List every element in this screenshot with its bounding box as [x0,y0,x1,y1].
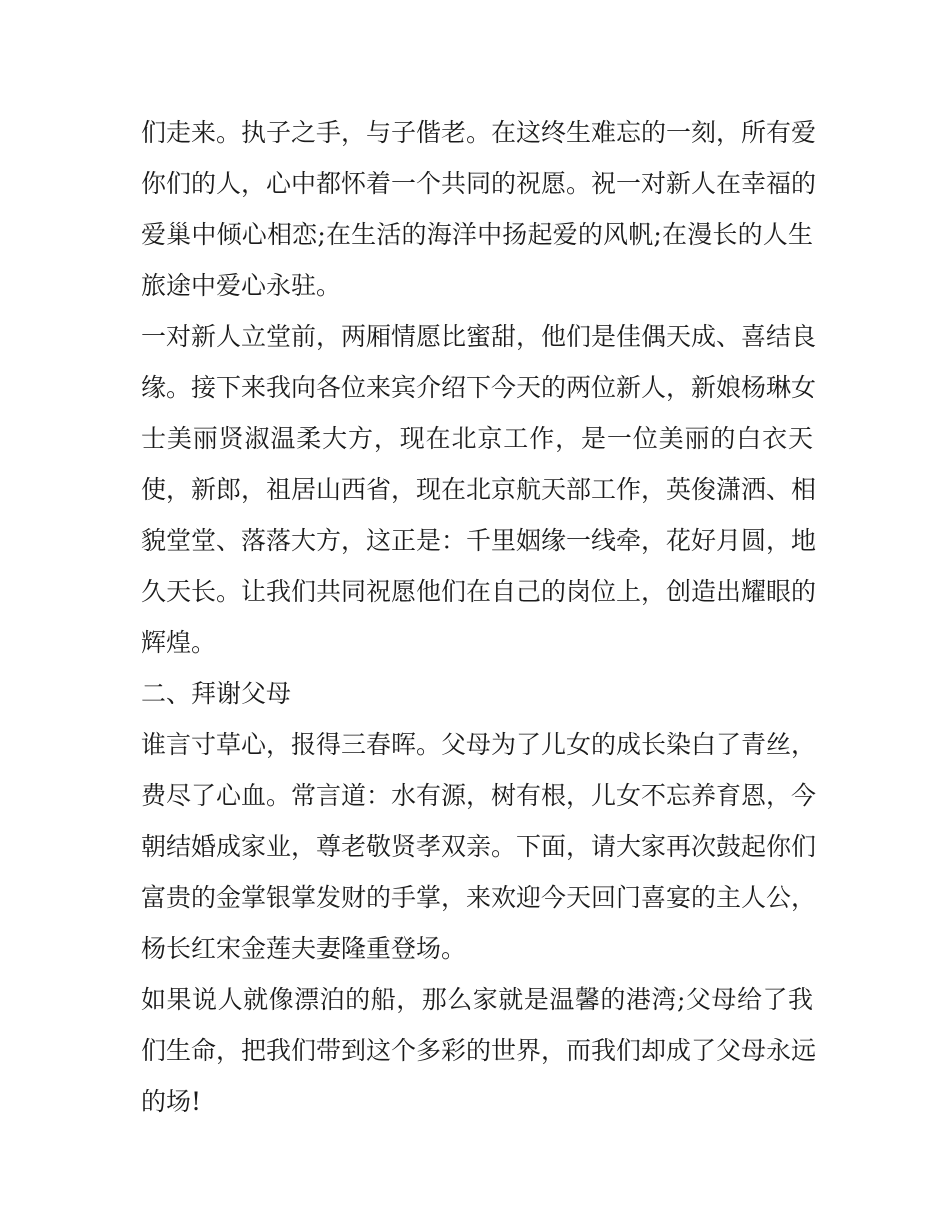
text-line: 们走来。执子之手，与子偕老。在这终生难忘的一刻，所有爱 [141,118,817,147]
text-line: 们生命，把我们带到这个多彩的世界，而我们却成了父母永远 [141,1036,817,1065]
text-line: 使，新郎，祖居山西省，现在北京航天部工作，英俊潇洒、相 [141,475,817,504]
text-line: 谁言寸草心，报得三春晖。父母为了儿女的成长染白了青丝， [141,730,817,759]
text-line: 旅途中爱心永驻。 [141,271,342,300]
text-line: 爱巢中倾心相恋;在生活的海洋中扬起爱的风帆;在漫长的人生 [141,220,813,249]
text-line: 缘。接下来我向各位来宾介绍下今天的两位新人，新娘杨琳女 [141,373,817,402]
text-line: 久天长。让我们共同祝愿他们在自己的岗位上，创造出耀眼的 [141,577,817,606]
text-line: 士美丽贤淑温柔大方，现在北京工作，是一位美丽的白衣天 [141,424,813,453]
text-line: 一对新人立堂前，两厢情愿比蜜甜，他们是佳偶天成、喜结良 [141,322,817,351]
text-line: 富贵的金掌银掌发财的手掌，来欢迎今天回门喜宴的主人公， [141,883,817,912]
document-body [141,107,817,1127]
text-line: 杨长红宋金莲夫妻隆重登场。 [141,934,467,963]
text-line: 辉煌。 [141,628,217,657]
text-line: 貌堂堂、落落大方，这正是：千里姻缘一线牵，花好月圆，地 [141,526,817,555]
text-line: 你们的人，心中都怀着一个共同的祝愿。祝一对新人在幸福的 [141,169,817,198]
text-line: 如果说人就像漂泊的船，那么家就是温馨的港湾;父母给了我 [141,985,813,1014]
text-line: 朝结婚成家业，尊老敬贤孝双亲。下面，请大家再次鼓起你们 [141,832,817,861]
section-heading: 二、拜谢父母 [141,679,292,708]
text-line: 费尽了心血。常言道：水有源，树有根，儿女不忘养育恩，今 [141,781,817,810]
text-line: 的场! [141,1087,202,1116]
